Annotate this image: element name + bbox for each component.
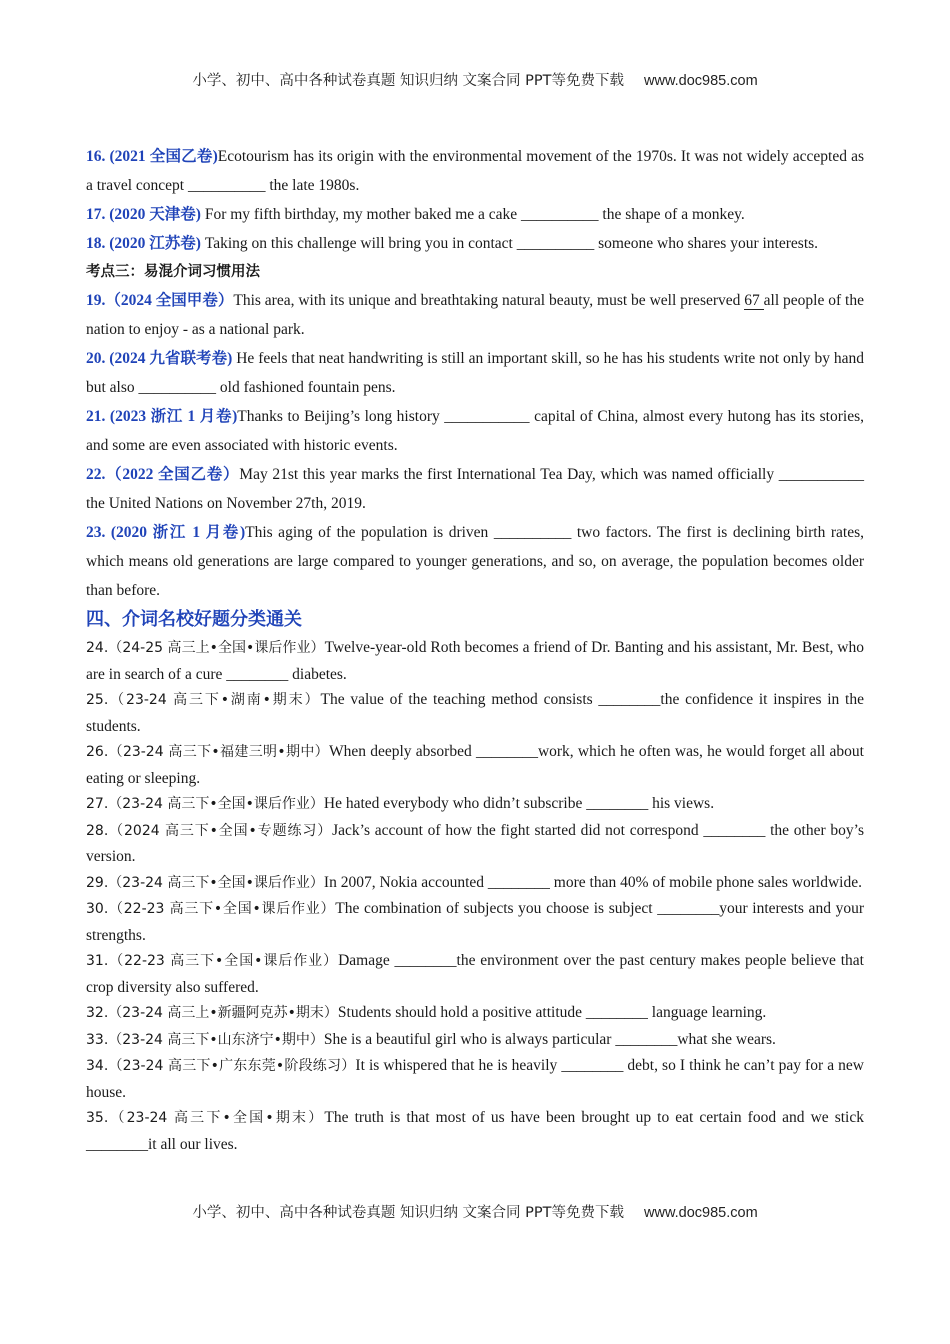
question-source: 22.（2022 全国乙卷） [86,466,240,483]
item-text: Students should hold a positive attitude ________ language learning. [337,1004,767,1021]
question-22 [86,460,864,518]
practice-item [86,896,864,948]
item-text: When deeply absorbed ________work, which he often was, he would forget all about eating or sleeping. [86,743,864,787]
question-21 [86,402,864,460]
question-text: all people of the nation to enjoy - as a national park. [86,292,864,338]
question-source: 20. (2024 九省联考卷) [86,350,233,367]
practice-item [86,1027,864,1054]
question-16 [86,142,864,200]
item-text: The truth is that most of us have been brought up to eat certain food and we stick ________it all our lives. [86,1109,864,1153]
item-source: 31.（22-23 高三下•全国•课后作业） [86,953,339,969]
question-text: Thanks to Beijing’s long history ___________ capital of China, almost every hutong has its stories, and some are even associated with historic events. [86,408,864,454]
question-23 [86,518,864,605]
page-header [0,69,950,90]
item-text: Jack’s account of how the fight started did not correspond ________ the other boy’s version. [86,821,864,865]
item-source: 30.（22-23 高三下•全国•课后作业） [86,901,336,917]
item-text: Twelve-year-old Roth becomes a friend of Dr. Banting and his assistant, Mr. Best, who are in search of a cure ________ diabetes. [86,639,864,683]
question-source: 17. (2020 天津卷) [86,206,201,223]
item-text: It is whispered that he is heavily ________ debt, so I think he can’t pay for a new house. [86,1057,864,1101]
kaodian-heading: 考点三：易混介词习惯用法 [86,264,260,280]
practice-item [86,1000,864,1027]
practice-item [86,870,864,897]
question-text: May 21st this year marks the first International Tea Day, which was named officially ___________ the United Nations on November 27th, 2019. [86,466,864,512]
item-source: 34.（23-24 高三下•广东东莞•阶段练习） [86,1058,356,1074]
question-source: 23. (2020 浙江 1 月卷) [86,524,246,541]
footer-text: 小学、初中、高中各种试卷真题 知识归纳 文案合同 PPT等免费下载 [192,1205,625,1221]
practice-item [86,687,864,739]
item-text: Damage ________the environment over the past century makes people believe that crop diversity also suffered. [86,952,864,996]
practice-item [86,791,864,818]
section-heading: 四、介词名校好题分类通关 [86,609,302,630]
item-text: In 2007, Nokia accounted ________ more than 40% of mobile phone sales worldwide. [323,873,862,891]
question-text: This aging of the population is driven __________ two factors. The first is declining birth rates, which means old generations are large compared to younger generations, and so, on average, the population becomes older than before. [86,524,864,599]
answer-blank: 67 [744,292,764,309]
item-text: She is a beautiful girl who is always particular ________what she wears. [323,1030,776,1048]
practice-item [86,1053,864,1105]
item-source: 33.（23-24 高三下•山东济宁•期中） [86,1031,324,1048]
practice-item [86,948,864,1000]
item-source: 27.（23-24 高三下•全国•课后作业） [86,796,324,812]
question-17 [86,200,864,229]
question-source: 18. (2020 江苏卷) [86,235,201,252]
question-19 [86,286,864,344]
footer-site-link[interactable]: www.doc985.com [644,1205,758,1221]
question-text: This area, with its unique and breathtaking natural beauty, must be well preserved [233,292,745,309]
practice-item [86,1105,864,1157]
item-source: 35.（23-24 高三下•全国•期末） [86,1110,325,1126]
question-source: 19.（2024 全国甲卷） [86,292,234,309]
page-footer [0,1201,950,1222]
item-source: 28.（2024 高三下•全国•专题练习） [86,822,333,839]
header-site-link[interactable]: www.doc985.com [644,73,758,89]
item-text: He hated everybody who didn’t subscribe ________ his views. [323,795,715,812]
item-text: The value of the teaching method consists ________the confidence it inspires in the students. [86,691,864,735]
header-text: 小学、初中、高中各种试卷真题 知识归纳 文案合同 PPT等免费下载 [192,73,625,89]
question-source: 16. (2021 全国乙卷) [86,148,218,165]
question-source: 21. (2023 浙江 1 月卷) [86,408,238,425]
item-source: 25.（23-24 高三下•湖南•期末） [86,692,321,708]
item-source: 32.（23-24 高三上•新疆阿克苏•期末） [86,1005,338,1021]
practice-item [86,739,864,791]
item-source: 24.（24-25 高三上•全国•课后作业） [86,640,325,656]
practice-item [86,818,864,870]
question-text: For my fifth birthday, my mother baked me a cake __________ the shape of a monkey. [200,206,745,223]
practice-item [86,635,864,687]
document-body [86,142,864,1157]
question-text: He feels that neat handwriting is still an important skill, so he has his students write not only by hand but also __________ old fashioned fountain pens. [86,350,865,396]
item-source: 26.（23-24 高三下•福建三明•期中） [86,744,330,760]
question-20 [86,344,864,402]
question-text: Taking on this challenge will bring you in contact __________ someone who shares your interests. [200,235,819,252]
item-source: 29.（23-24 高三下•全国•课后作业） [86,874,324,891]
question-text: Ecotourism has its origin with the environmental movement of the 1970s. It was not widely accepted as a travel concept __________ the late 1980s. [86,148,864,194]
item-text: The combination of subjects you choose is subject ________your interests and your strengths. [86,900,864,944]
question-18 [86,229,864,258]
